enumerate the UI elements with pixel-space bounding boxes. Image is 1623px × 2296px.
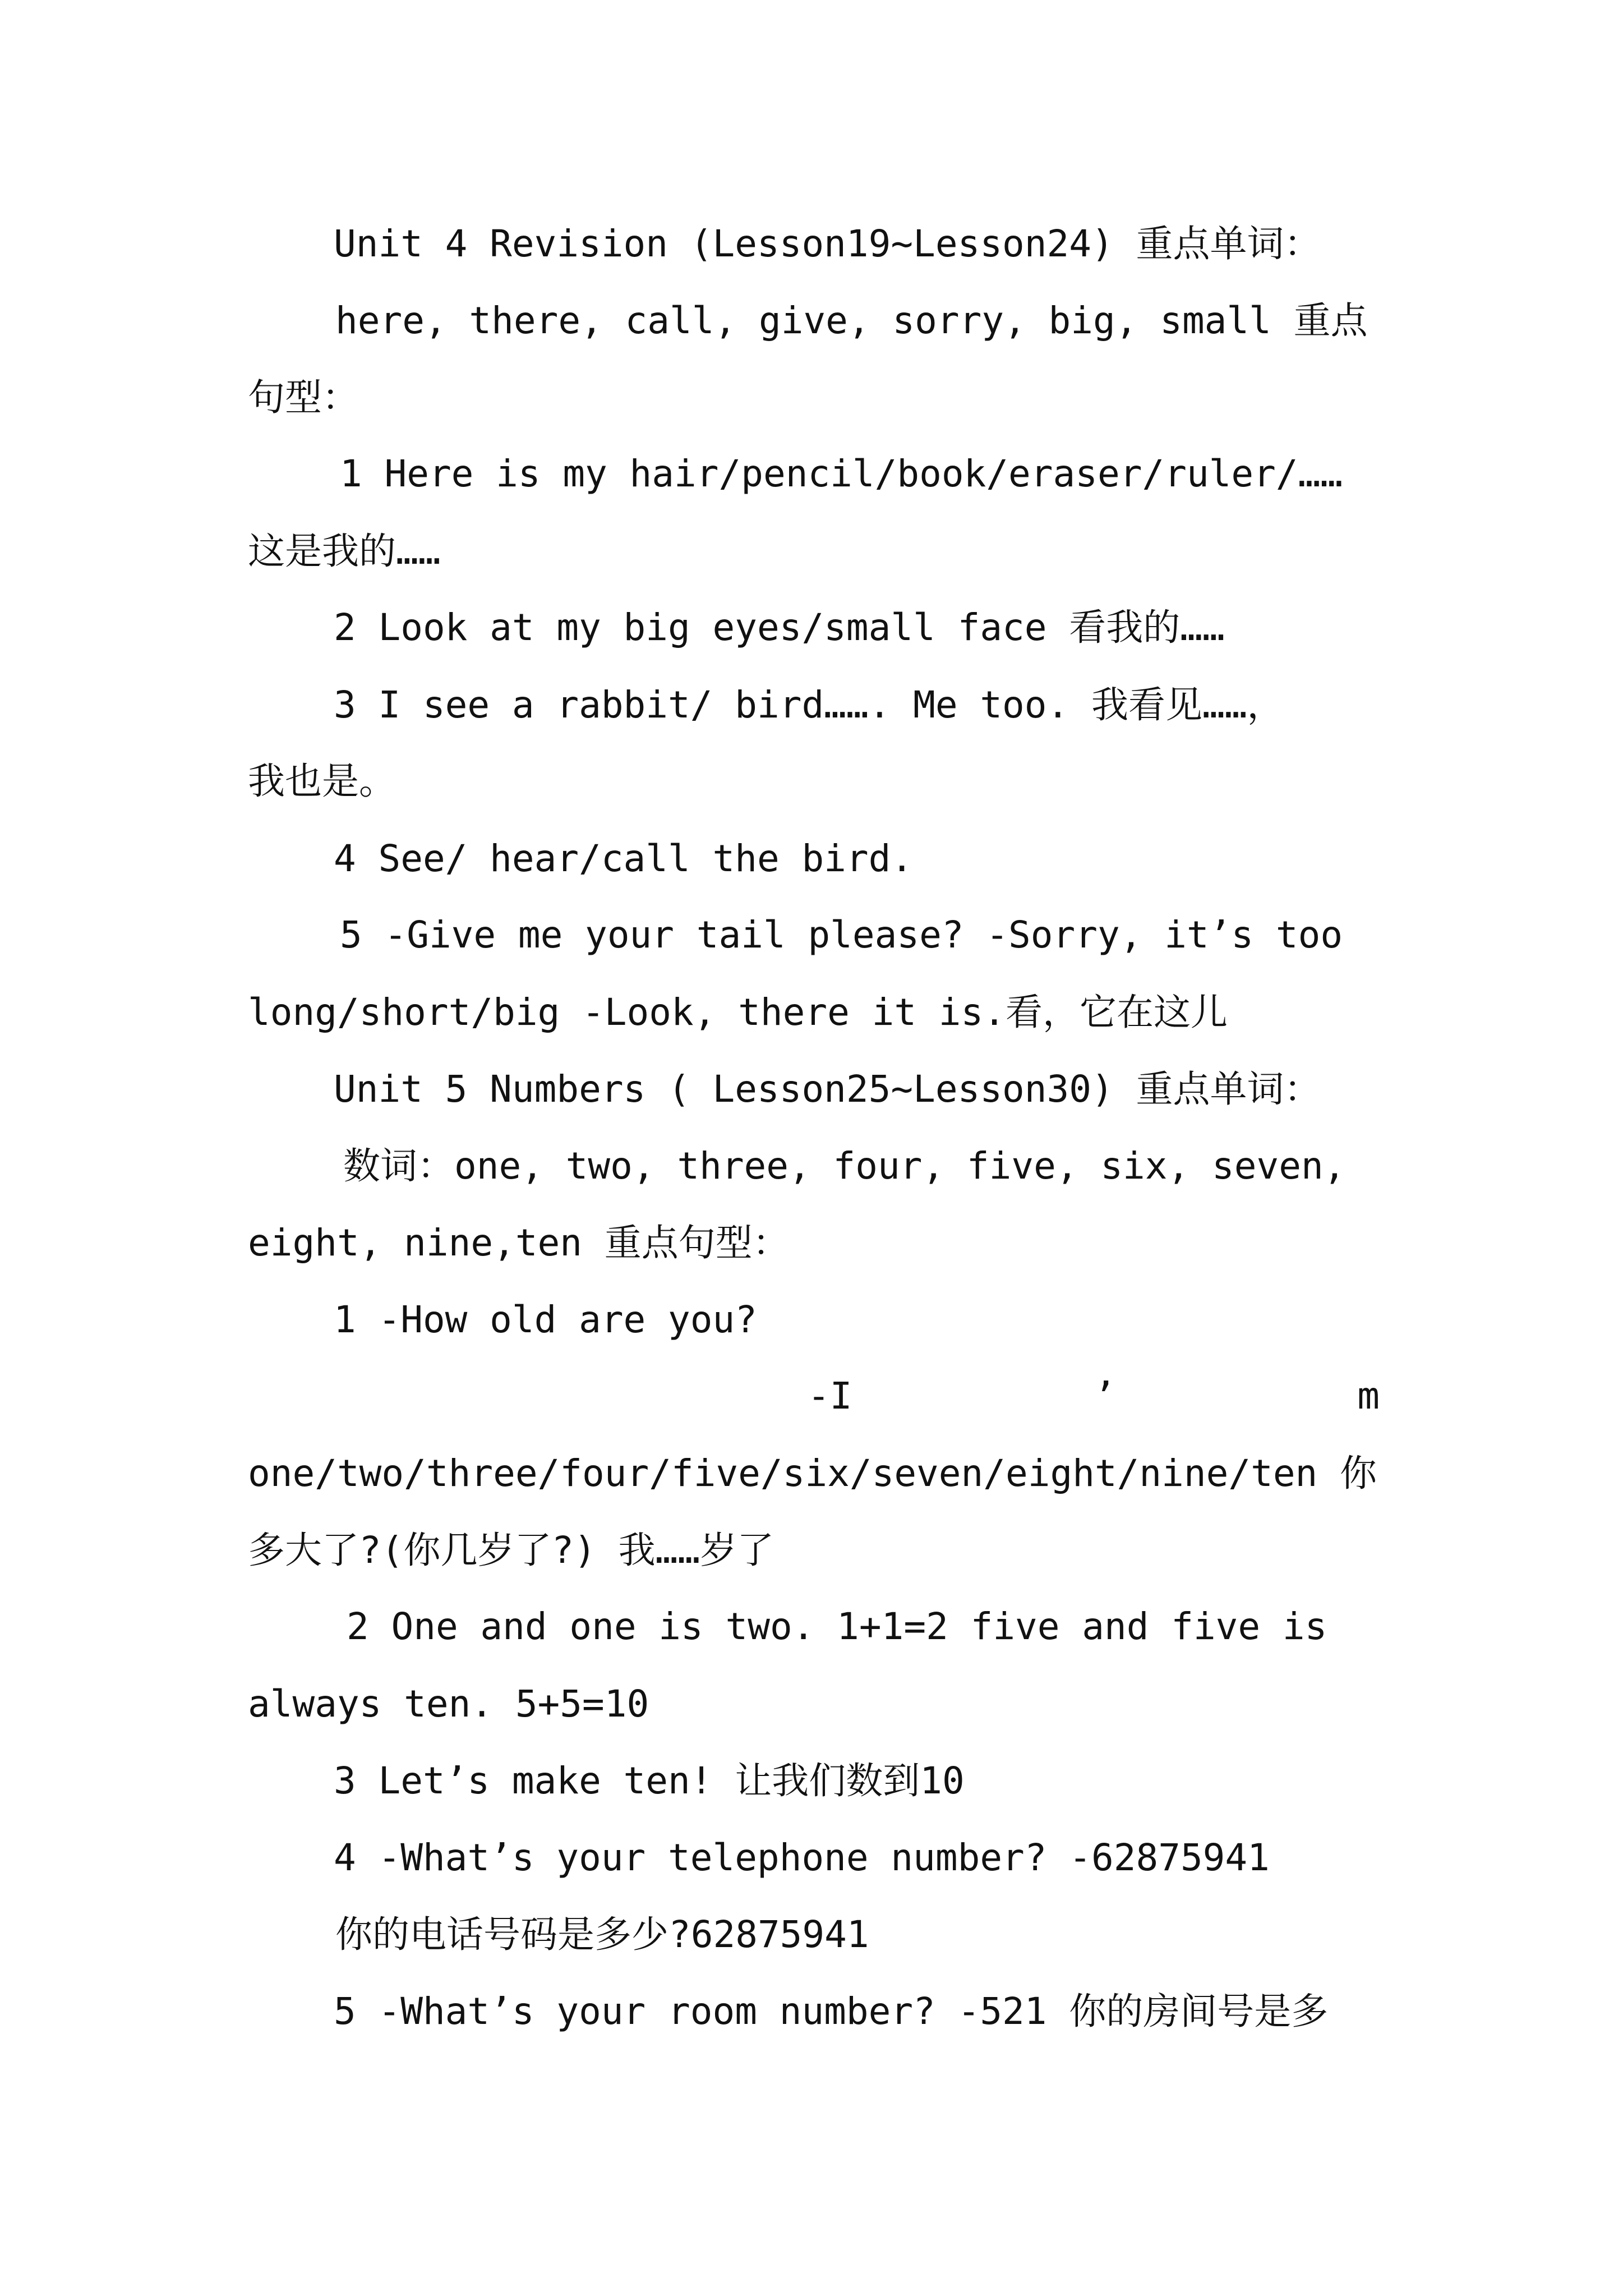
text-line-5: 这是我的……	[248, 530, 441, 573]
text-line-12: Unit 5 Numbers ( Lesson25~Lesson30) 重点单词：	[334, 1068, 1321, 1111]
text-line-13: 数词：one, two, three, four, five, six, seven,	[343, 1144, 1346, 1188]
text-line-16-justified	[808, 1374, 1380, 1418]
text-line-20: always ten. 5+5=10	[248, 1682, 649, 1726]
text-line-15: 1 -How old are you?	[334, 1298, 757, 1341]
text-line-6: 2 Look at my big eyes/small face 看我的……	[334, 606, 1225, 649]
text-line-3: 句型：	[248, 376, 359, 419]
text-fragment-dash-i: -I	[808, 1374, 852, 1418]
text-line-8: 我也是。	[248, 760, 396, 803]
text-line-2: here, there, call, give, sorry, big, small 重点	[335, 299, 1368, 342]
text-line-23: 你的电话号码是多少?62875941	[335, 1913, 869, 1956]
text-line-19: 2 One and one is two. 1+1=2 five and five is	[347, 1605, 1327, 1648]
text-fragment-m: m	[1357, 1374, 1380, 1418]
text-line-11: long/short/big -Look, there it is.看，它在这儿	[248, 991, 1228, 1034]
text-line-17: one/two/three/four/five/six/seven/eight/nine/ten 你	[248, 1452, 1377, 1495]
text-line-4: 1 Here is my hair/pencil/book/eraser/ruler/……	[340, 452, 1343, 495]
text-fragment-apostrophe: ’	[1093, 1374, 1116, 1418]
text-line-21: 3 Let’s make ten! 让我们数到10	[334, 1759, 965, 1802]
text-line-9: 4 See/ hear/call the bird.	[334, 837, 914, 880]
text-line-14: eight, nine,ten 重点句型：	[248, 1221, 790, 1264]
text-line-18: 多大了?(你几岁了?) 我……岁了	[248, 1529, 774, 1572]
text-line-10: 5 -Give me your tail please? -Sorry, it’s too	[340, 913, 1343, 956]
text-line-24: 5 -What’s your room number? -521 你的房间号是多	[334, 1990, 1329, 2033]
text-line-1: Unit 4 Revision (Lesson19~Lesson24) 重点单词：	[334, 222, 1321, 265]
text-line-22: 4 -What’s your telephone number? -62875941	[334, 1836, 1270, 1879]
text-line-7: 3 I see a rabbit/ bird……. Me too. 我看见……，	[334, 683, 1284, 726]
